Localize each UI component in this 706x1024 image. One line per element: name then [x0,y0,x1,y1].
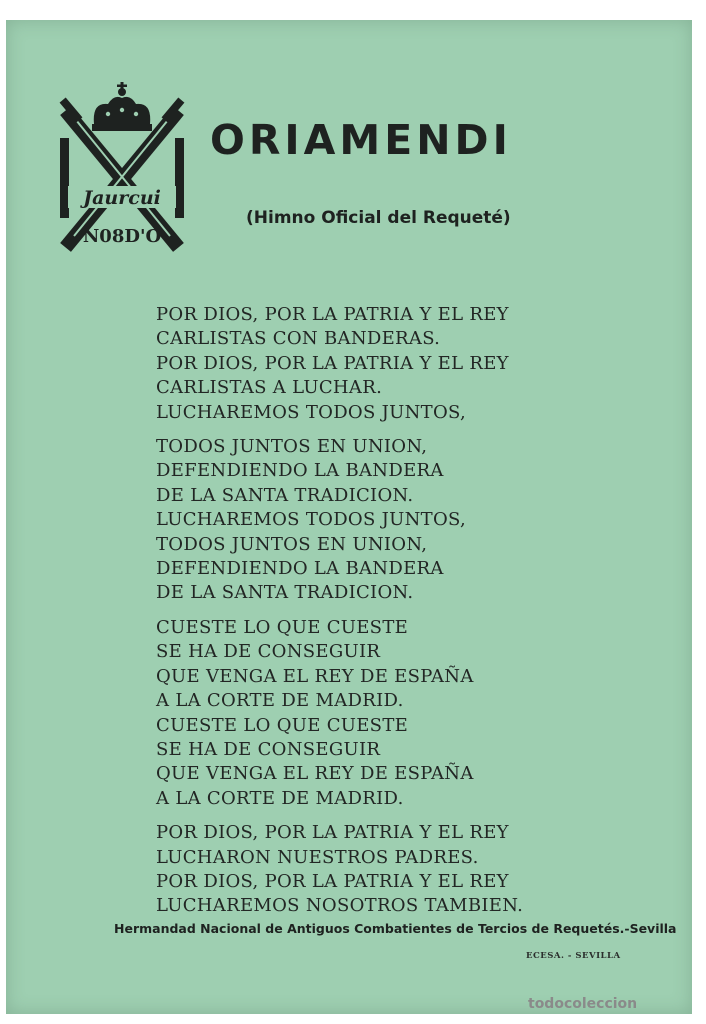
carlist-emblem-icon [52,66,192,256]
lyric-line: DEFENDIENDO LA BANDERA [156,460,444,482]
lyric-line: TODOS JUNTOS EN UNION, [156,533,428,555]
page-subtitle: (Himno Oficial del Requeté) [246,208,511,228]
hymn-lyrics [156,303,523,929]
lyric-line: DE LA SANTA TRADICION. [156,484,414,506]
printer-credit: ECESA. - SEVILLA [526,951,621,961]
stanza [156,821,523,919]
lyric-line: SE HA DE CONSEGUIR [156,738,381,760]
lyric-line: A LA CORTE DE MADRID. [156,787,404,809]
stanza [156,435,523,606]
lyric-line: LUCHAREMOS TODOS JUNTOS, [156,509,467,531]
lyric-line: QUE VENGA EL REY DE ESPAÑA [156,763,474,785]
lyric-line: CUESTE LO QUE CUESTE [156,616,409,638]
leaflet-sheet [6,20,692,1014]
lyric-line: SE HA DE CONSEGUIR [156,641,381,663]
lyric-line: CARLISTAS A LUCHAR. [156,377,383,399]
lyric-line: POR DIOS, POR LA PATRIA Y EL REY [156,870,509,892]
lyric-line: DEFENDIENDO LA BANDERA [156,558,444,580]
stanza [156,616,523,811]
lyric-line: QUE VENGA EL REY DE ESPAÑA [156,665,474,687]
lyric-line: LUCHAREMOS TODOS JUNTOS, [156,401,467,423]
lyric-line: POR DIOS, POR LA PATRIA Y EL REY [156,822,509,844]
lyric-line: POR DIOS, POR LA PATRIA Y EL REY [156,304,509,325]
watermark-text: todocoleccion [528,996,638,1012]
publisher-footer: Hermandad Nacional de Antiguos Combatientes de Tercios de Requetés.-Sevilla [114,921,677,936]
stanza [156,303,523,425]
lyric-line: CARLISTAS CON BANDERAS. [156,328,441,350]
svg-text:N08D'O: N08D'O [82,226,162,247]
lyric-line: A LA CORTE DE MADRID. [156,690,404,712]
lyric-line: TODOS JUNTOS EN UNION, [156,436,428,458]
lyric-line: CUESTE LO QUE CUESTE [156,714,409,736]
lyric-line: LUCHARON NUESTROS PADRES. [156,846,479,868]
lyric-line: LUCHAREMOS NOSOTROS TAMBIEN. [156,895,524,917]
lyric-line: POR DIOS, POR LA PATRIA Y EL REY [156,352,509,374]
svg-text:Jaurcui: Jaurcui [83,187,161,209]
lyric-line: DE LA SANTA TRADICION. [156,582,414,604]
page-title: ORIAMENDI [210,116,512,164]
